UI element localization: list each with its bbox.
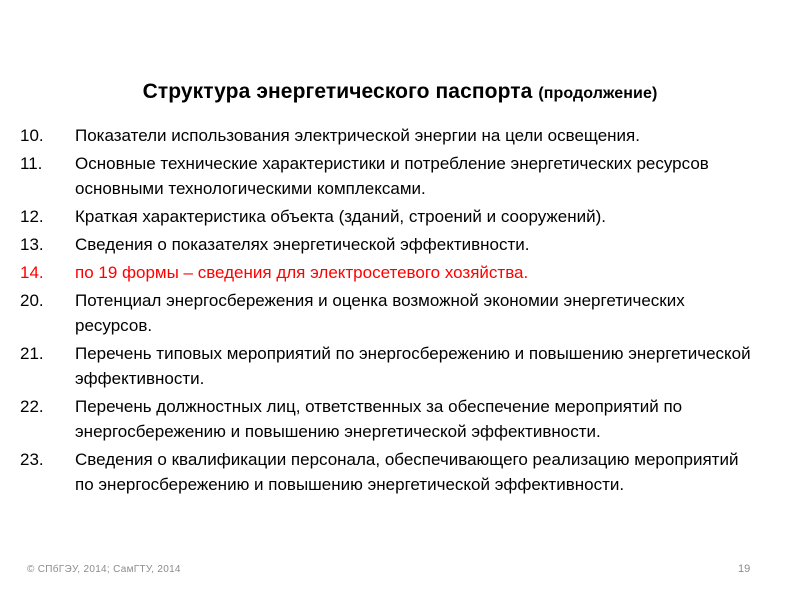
list-item [20, 394, 780, 444]
list-item-number: 23. [20, 450, 44, 469]
list-item-number: 20. [20, 291, 44, 310]
list-item-number: 14. [20, 263, 44, 282]
slide-title-sub: (продолжение) [538, 85, 658, 102]
list-item-text: Перечень типовых мероприятий по энергосбережению и повышению энергетической эффективности. [75, 344, 751, 388]
list-item-number: 22. [20, 397, 44, 416]
list-item [20, 232, 780, 257]
list-item [20, 123, 780, 148]
list-item-number: 10. [20, 126, 44, 145]
list-item-highlighted [20, 260, 780, 285]
list-item-text: Сведения о квалификации персонала, обеспечивающего реализацию мероприятий по энергосбережению и повышению энергетической эффективности. [75, 450, 739, 494]
list-item [20, 151, 780, 201]
list-item-text: Показатели использования электрической энергии на цели освещения. [75, 126, 640, 145]
list-item-text: Перечень должностных лиц, ответственных за обеспечение мероприятий по энергосбережению и повышению энергетической эффективности. [75, 397, 683, 441]
list-item-number: 12. [20, 207, 44, 226]
list-item [20, 204, 780, 229]
list-item-text: по 19 формы – сведения для электросетевого хозяйства. [75, 263, 529, 282]
list-item-number: 21. [20, 344, 44, 363]
list-item-number: 11. [20, 154, 43, 173]
page-number: 19 [738, 563, 751, 575]
footer-copyright: © СПбГЭУ, 2014; СамГТУ, 2014 [27, 564, 181, 575]
list-item-text: Краткая характеристика объекта (зданий, строений и сооружений). [75, 207, 607, 226]
list-item-text: Потенциал энергосбережения и оценка возможной экономии энергетических ресурсов. [75, 291, 685, 335]
list-item-text: Сведения о показателях энергетической эффективности. [75, 235, 530, 254]
slide-title [0, 80, 800, 104]
list-item-text: Основные технические характеристики и потребление энергетических ресурсов основными технологическими комплексами. [75, 154, 709, 198]
list-item [20, 447, 780, 497]
list-item [20, 288, 780, 338]
list-item-number: 13. [20, 235, 44, 254]
list-item [20, 341, 780, 391]
slide-title-main: Структура энергетического паспорта [142, 80, 533, 103]
passport-structure-list [20, 123, 780, 500]
